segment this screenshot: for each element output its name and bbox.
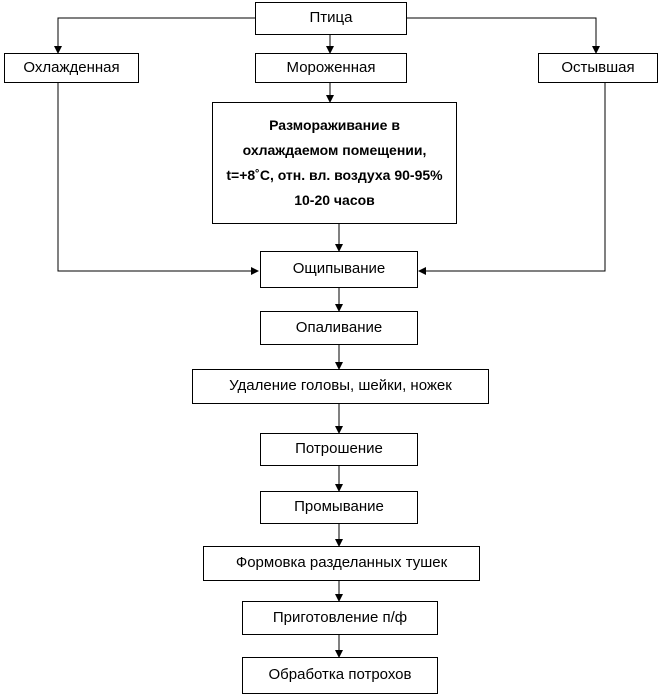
node-preparation: Приготовление п/ф (242, 601, 438, 635)
node-bird: Птица (255, 2, 407, 35)
node-washing: Промывание (260, 491, 418, 524)
node-cooled: Остывшая (538, 53, 658, 83)
branch-to-chilled (58, 18, 255, 53)
node-frozen: Мороженная (255, 53, 407, 83)
node-shaping: Формовка разделанных тушек (203, 546, 480, 581)
node-singeing: Опаливание (260, 311, 418, 345)
node-gutting: Потрошение (260, 433, 418, 466)
node-thawing: Размораживание в охлаждаемом помещении, t=+8˚С, отн. вл. воздуха 90-95% 10-20 часов (212, 102, 457, 224)
branch-to-cooled (406, 18, 596, 53)
node-removal: Удаление головы, шейки, ножек (192, 369, 489, 404)
node-offal: Обработка потрохов (242, 657, 438, 694)
node-chilled: Охлажденная (4, 53, 139, 83)
node-plucking: Ощипывание (260, 251, 418, 288)
